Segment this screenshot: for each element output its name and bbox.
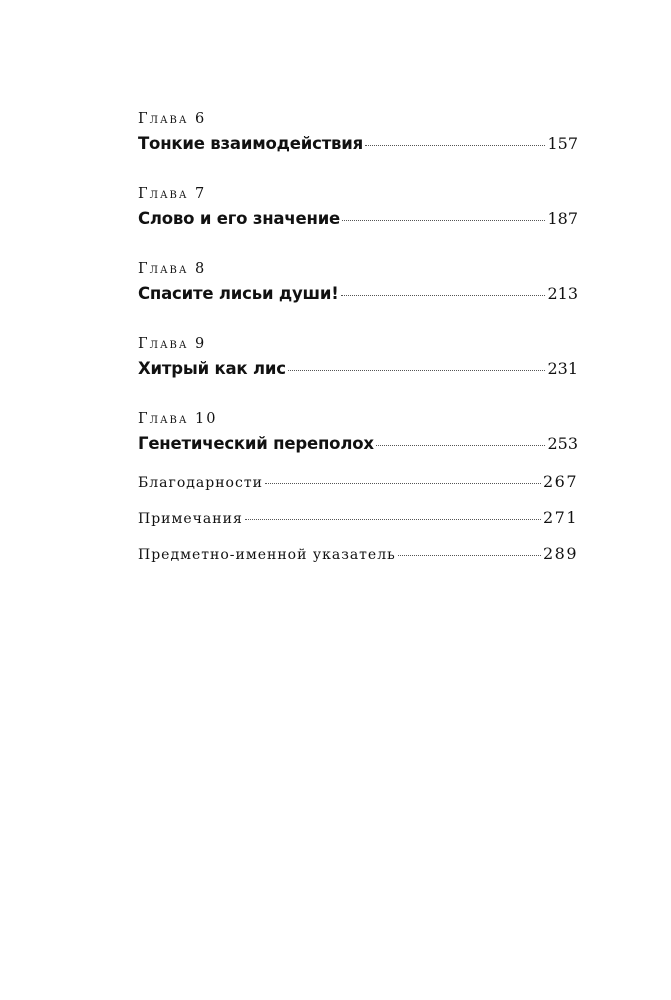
toc-entry[interactable] [138,355,578,383]
dot-leader [265,482,541,484]
page-number: 213 [547,284,578,303]
page-number: 187 [547,209,578,228]
dot-leader [365,144,545,146]
chapter-label: Глава 6 [138,111,207,127]
chapter-title: Тонкие взаимодействия [138,134,364,153]
section-title: Благодарности [138,475,263,491]
chapter-label: Глава 10 [138,411,218,427]
dot-leader [376,444,546,446]
page-number: 289 [542,544,578,563]
page-number: 271 [542,508,578,527]
chapter-title: Слово и его значение [138,209,341,228]
dot-leader [245,518,541,520]
chapter-label: Глава 7 [138,186,207,202]
toc-entry-notes[interactable] [138,500,578,536]
toc-entry-index[interactable] [138,536,578,572]
chapter-title: Генетический переполох [138,434,374,453]
page-number: 253 [547,434,578,453]
toc-entry[interactable] [138,430,578,458]
toc-entry[interactable] [138,280,578,308]
section-title: Предметно-именной указатель [138,547,396,563]
chapter-label: Глава 8 [138,261,207,277]
page-number: 267 [542,472,578,491]
dot-leader [288,369,546,371]
chapter-title: Спасите лисьи души! [138,284,339,303]
chapter-label: Глава 9 [138,336,207,352]
toc-chapter-8 [138,258,578,308]
toc-entry-acknowledgements[interactable] [138,464,578,500]
section-title: Примечания [138,511,243,527]
toc-chapter-6 [138,108,578,158]
chapter-title: Хитрый как лис [138,359,286,378]
toc-entry[interactable] [138,205,578,233]
table-of-contents [138,108,578,572]
page-number: 231 [547,359,578,378]
toc-chapter-10 [138,408,578,458]
page-number: 157 [547,134,578,153]
dot-leader [398,554,541,556]
toc-chapter-9 [138,333,578,383]
dot-leader [342,219,545,221]
toc-entry[interactable] [138,130,578,158]
dot-leader [341,294,546,296]
toc-chapter-7 [138,183,578,233]
